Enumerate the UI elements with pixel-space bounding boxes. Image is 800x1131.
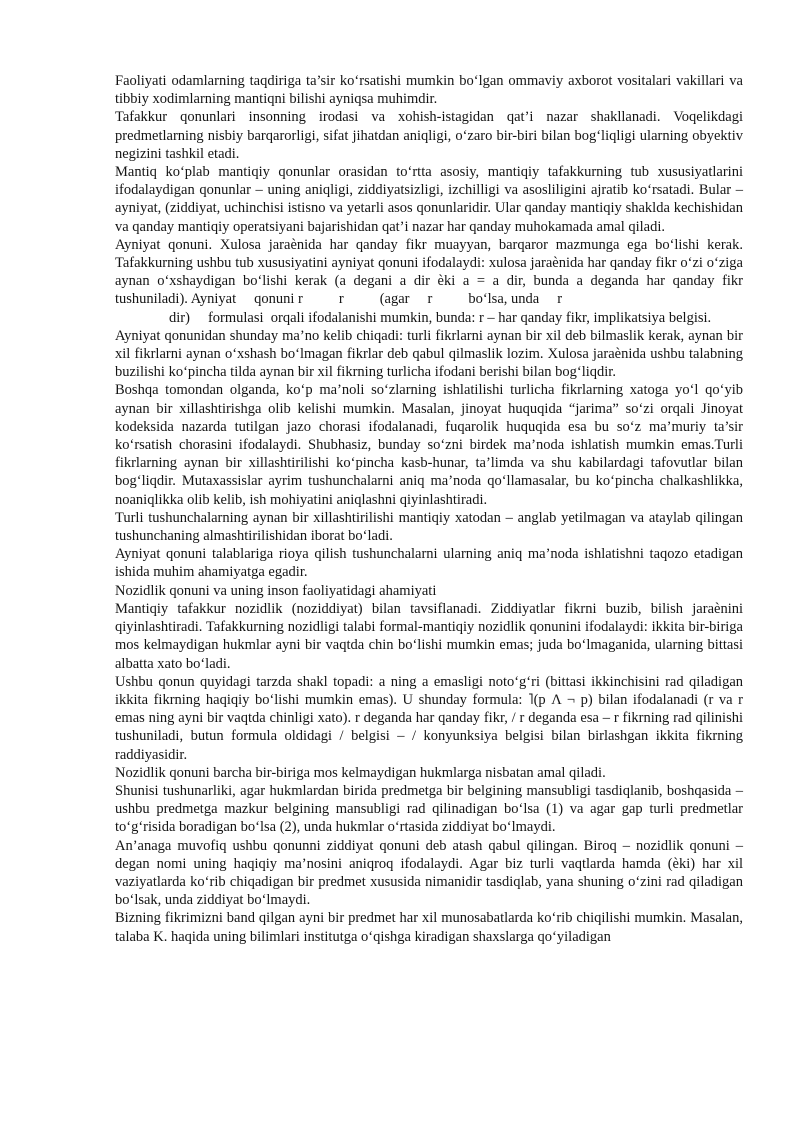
paragraph-intro: Faoliyati odamlarning taqdiriga ta’sir ko‘rsatishi mumkin bo‘lgan ommaviy axborot vositalari vakillari va tibbiy xodimlarning mantiqni bilishi ayniqsa muhimdir. [115, 73, 743, 108]
paragraph-formula [115, 673, 743, 764]
formula-expression: (p Λ ¬ p) [533, 691, 593, 708]
formula-part: formulasi [207, 309, 264, 326]
formula-part: (agar [379, 291, 410, 308]
paragraph-scope: Nozidlik qonuni barcha bir-biriga mos kelmaydigan hukmlarga nisbatan amal qiladi. [115, 764, 606, 781]
formula-part: bo‘lsa, unda [468, 291, 540, 308]
paragraph-identity-meaning: Ayniyat qonunidan shunday ma’no kelib chiqadi: turli fikrlarni aynan bir xil deb bilmaslik kerak, aynan bir xil fikrlarni aynan o‘xshash bo‘lmagan fikrlar deb qabul qilmaslik lozim. Xulosa jaraènida ushbu talabning buzilishi ko‘pincha tilda aynan bir xil fikrning turlicha ifodani berishi bilan bog‘liqdir. [115, 327, 743, 381]
negation-symbol: ˥ [528, 691, 534, 708]
formula-intro: Ushbu qonun quyidagi tarzda shakl topadi: a ning a emasligi noto‘g‘ri (bittasi ikkinchisini rad qiladigan ikkita fikrning haqiqiy bo‘lishi mumkin emas). U shunday formula: [115, 673, 743, 708]
formula-part: dir) [169, 309, 190, 326]
paragraph-tradition: An’anaga muvofiq ushbu qonunni ziddiyat qonuni deb atash qabul qilingan. Biroq – nozidlik qonuni – degan nomi uning haqiqiy ma’nosini aniqroq ifodalaydi. Agar biz turli vaqtlarda hamda (èki) har xil vaziyatlarda ko‘rib chiqadigan bir predmet xususida nimanidir tasdiqlab, yana shuning o‘zini rad qiladigan bo‘lsak, unda ziddiyat bo‘lmaydi. [115, 837, 743, 909]
paragraph-four-laws: Mantiq ko‘plab mantiqiy qonunlar orasidan to‘rtta asosiy, mantiqiy tafakkurning tub xususiyatlarini ifodalaydigan qonunlar – uning aniqligi, ziddiyatsizligi, izchilligi va asosliligini ajratib ko‘rsatadi. Bular – ayniyat, (ziddiyat, uchinchisi istisno va yetarli asos qonunlaridir. Ular qanday mantiqiy shaklda kechishidan va qanday mantiqiy operatsiyani bajarishidan qat’i nazar har qanday muhokamada amal qiladi. [115, 164, 743, 235]
document-page [115, 72, 743, 946]
section-heading: Nozidlik qonuni va uning inson faoliyatidagi ahamiyati [115, 582, 437, 599]
formula-part: r [557, 291, 563, 308]
paragraph-identity-formula [115, 309, 743, 327]
identity-law-text: Ayniyat qonuni. Xulosa jaraènida har qanday fikr muayyan, barqaror mazmunga ega bo‘lishi kerak. Tafakkurning ushbu tub xususiyatini ayniyat qonuni ifodalaydi: xulosa jaraènida har qanday fikr o‘zi o‘ziga aynan o‘xshaydigan bo‘lishi kerak (a degani a dir èki a = a dir, bunda a deganda har qanday fikr tushuniladi). Ayniyat [115, 236, 743, 308]
paragraph-identity-importance: Ayniyat qonuni talablariga rioya qilish tushunchalarni ularning aniq ma’noda ishlatishni taqozo etadigan ishida muhim ahamiyatga egadir. [115, 546, 743, 581]
paragraph-identification-error: Turli tushunchalarning aynan bir xillashtirilishi mantiqiy xatodan – anglab yetilmagan va ataylab qilingan tushunchaning almashtirilishidan iborat bo‘ladi. [115, 509, 743, 545]
formula-part: orqali ifodalanishi mumkin, bunda: r – har qanday fikr, implikatsiya belgisi. [270, 309, 712, 326]
paragraph-identity-law [115, 236, 743, 309]
paragraph-thinking-laws: Tafakkur qonunlari insonning irodasi va xohish-istagidan qat’i nazar shakllanadi. Voqelikdagi predmetlarning nisbiy barqarorligi, sifat jihatdan aniqligi, o‘zaro bir-biri bilan bog‘liqligi ularning obyektiv negizini tashkil etadi. [115, 109, 743, 162]
formula-part: r [338, 291, 344, 308]
paragraph-non-contradiction: Mantiqiy tafakkur nozidlik (noziddiyat) bilan tavsiflanadi. Ziddiyatlar fikrni buzib, bilish jaraènini qiyinlashtiradi. Tafakkurning nozidligi talabi formal-mantiqiy nozidlik qonunini ifodalaydi: ikkita bir-biriga mos kelmaydigan hukmlar ayni bir vaqtda chin bo‘lishi mumkin emas; juda bo‘lmaganida, ularning bittasi albatta xato bo‘ladi. [115, 600, 743, 672]
formula-explanation: bilan ifodalanadi (r va r emas ning ayni bir vaqtda chinligi xato). r deganda har qanday fikr, / r deganda esa – r fikrning rad qilinishi tushuniladi, butun formula oldidagi / belgisi – / konyunksiya belgisi bilan birlashgan ikkita fikrning raddiyasidir. [115, 691, 743, 763]
paragraph-conditions: Shunisi tushunarliki, agar hukmlardan birida predmetga bir belgining mansubligi tasdiqlanib, boshqasida – ushbu predmetga mazkur belgining mansubligi rad qilinadigan bo‘lsa (1) va agar gap turli predmetlar to‘g‘risida boradigan bo‘lsa (2), unda hukmlar o‘rtasida ziddiyat bo‘lmaydi. [115, 782, 743, 836]
paragraph-polysemy: Boshqa tomondan olganda, ko‘p ma’noli so‘zlarning ishlatilishi turlicha fikrlarning xatoga yo‘l qo‘yib aynan bir xillashtirishga olib kelishi mumkin. Masalan, jinoyat huquqida “jarima” so‘zi orqali Jinoyat kodeksida nazarda tutilgan jazo chorasi ifodalanadi, fuqarolik huquqida esa bu so‘z ma’muriy ta’sir ko‘rsatish chorasini ifodalaydi. Shubhasiz, bunday so‘zni birdek ma’noda ishlatish mumkin emas.Turli fikrlarning aynan bir xillashtirilishi ko‘pincha kasb-hunar, ta’limda va shu kabilardagi tafovutlar bilan bog‘liqdir. Mutaxassislar ayrim tushunchalarni aniq ma’noda qo‘llamasalar, bu ko‘pincha chalkashlikka, noaniqlikka olib kelib, ish mohiyatini aniqlashni qiyinlashtiradi. [115, 382, 743, 508]
formula-part: r [427, 291, 433, 308]
paragraph-example: Bizning fikrimizni band qilgan ayni bir predmet har xil munosabatlarda ko‘rib chiqilishi mumkin. Masalan, talaba K. haqida uning bilimlari institutga o‘qishga kiradigan shaxslarga qo‘yiladigan [115, 910, 743, 945]
formula-part: qonuni r [254, 291, 303, 308]
